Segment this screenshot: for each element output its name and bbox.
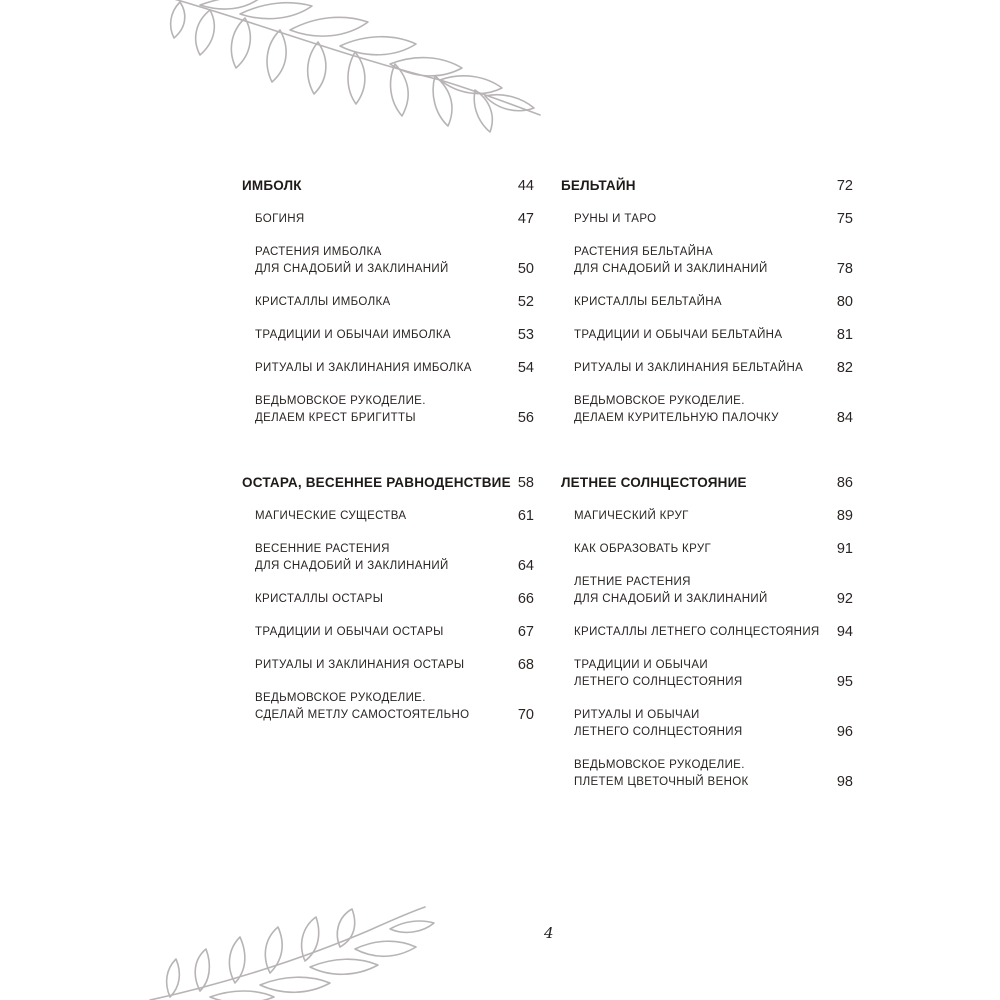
page-number-folio: 4 (544, 924, 554, 942)
entry-title-line: ВЕДЬМОВСКОЕ РУКОДЕЛИЕ. (574, 759, 745, 771)
toc-entry[interactable] (255, 211, 534, 228)
entry-title-line: ПЛЕТЕМ ЦВЕТОЧНЫЙ ВЕНОК (574, 776, 749, 788)
entry-title-line: ВЕДЬМОВСКОЕ РУКОДЕЛИЕ. (574, 395, 745, 407)
toc-entry[interactable] (574, 757, 853, 791)
entry-title-line: ЛЕТНЕГО СОЛНЦЕСТОЯНИЯ (574, 726, 743, 738)
toc-entry[interactable] (574, 707, 853, 741)
entry-title-line: ТРАДИЦИИ И ОБЫЧАИ (574, 659, 708, 671)
section-title[interactable]: ИМБОЛК (242, 178, 302, 193)
entry-page-number: 54 (517, 360, 534, 376)
toc-section-ostara (242, 475, 534, 740)
entry-title-line: РУНЫ И ТАРО (574, 213, 657, 225)
entry-title-line: РИТУАЛЫ И ЗАКЛИНАНИЯ ИМБОЛКА (255, 362, 472, 374)
entry-title-line: ДЛЯ СНАДОБИЙ И ЗАКЛИНАНИЙ (574, 593, 768, 605)
entry-page-number: 67 (517, 624, 534, 640)
toc-section-imbolk (242, 178, 534, 443)
toc-entry[interactable] (255, 690, 534, 724)
entry-title-line: ДЛЯ СНАДОБИЙ И ЗАКЛИНАНИЙ (255, 263, 449, 275)
leaf-branch-bottom-illustration (140, 905, 440, 1000)
section-page-number: 58 (517, 475, 534, 491)
toc-entry[interactable] (574, 360, 853, 377)
entry-title-line: КРИСТАЛЛЫ ЛЕТНЕГО СОЛНЦЕСТОЯНИЯ (574, 626, 820, 638)
entry-title-line: ТРАДИЦИИ И ОБЫЧАИ ОСТАРЫ (255, 626, 444, 638)
entry-title-line: ЛЕТНЕГО СОЛНЦЕСТОЯНИЯ (574, 676, 743, 688)
entry-page-number: 78 (836, 261, 853, 277)
entry-title-line: РАСТЕНИЯ БЕЛЬТАЙНА (574, 246, 714, 258)
toc-entry[interactable] (255, 541, 534, 575)
entry-title-line: ДЕЛАЕМ КРЕСТ БРИГИТТЫ (255, 412, 416, 424)
entry-title-line: ДЛЯ СНАДОБИЙ И ЗАКЛИНАНИЙ (574, 263, 768, 275)
entry-page-number: 53 (517, 327, 534, 343)
entry-page-number: 70 (517, 707, 534, 723)
toc-entry[interactable] (574, 244, 853, 278)
toc-section-summer-solstice (561, 475, 853, 807)
entry-page-number: 50 (517, 261, 534, 277)
toc-entry[interactable] (574, 574, 853, 608)
entry-page-number: 80 (836, 294, 853, 310)
entry-page-number: 96 (836, 724, 853, 740)
toc-entry[interactable] (255, 327, 534, 344)
entry-title-line: КРИСТАЛЛЫ ОСТАРЫ (255, 593, 384, 605)
entry-page-number: 52 (517, 294, 534, 310)
entry-page-number: 95 (836, 674, 853, 690)
entry-title-line: ТРАДИЦИИ И ОБЫЧАИ БЕЛЬТАЙНА (574, 329, 783, 341)
entry-title-line: ВЕДЬМОВСКОЕ РУКОДЕЛИЕ. (255, 395, 426, 407)
toc-entry[interactable] (574, 624, 853, 641)
entry-page-number: 94 (836, 624, 853, 640)
toc-entry[interactable] (255, 591, 534, 608)
entry-page-number: 98 (836, 774, 853, 790)
entry-page-number: 81 (836, 327, 853, 343)
entry-title-line: МАГИЧЕСКИЕ СУЩЕСТВА (255, 510, 407, 522)
toc-entry[interactable] (574, 327, 853, 344)
toc-entry[interactable] (255, 244, 534, 278)
section-page-number: 86 (836, 475, 853, 491)
toc-entry[interactable] (255, 657, 534, 674)
toc-entry[interactable] (255, 508, 534, 525)
toc-section-beltain (561, 178, 853, 443)
toc-entry[interactable] (574, 294, 853, 311)
toc-entry[interactable] (255, 360, 534, 377)
entry-page-number: 92 (836, 591, 853, 607)
section-page-number: 44 (517, 178, 534, 194)
toc-entry[interactable] (255, 294, 534, 311)
entry-page-number: 68 (517, 657, 534, 673)
entry-title-line: РАСТЕНИЯ ИМБОЛКА (255, 246, 382, 258)
section-heading (242, 475, 534, 492)
toc-entry[interactable] (574, 393, 853, 427)
section-heading (561, 178, 853, 195)
entry-title-line: СДЕЛАЙ МЕТЛУ САМОСТОЯТЕЛЬНО (255, 709, 470, 721)
entry-page-number: 64 (517, 558, 534, 574)
entry-page-number: 61 (517, 508, 534, 524)
entry-page-number: 91 (836, 541, 853, 557)
entry-title-line: РИТУАЛЫ И ОБЫЧАИ (574, 709, 700, 721)
entry-title-line: ВЕСЕННИЕ РАСТЕНИЯ (255, 543, 390, 555)
toc-entry[interactable] (574, 211, 853, 228)
entry-title-line: ТРАДИЦИИ И ОБЫЧАИ ИМБОЛКА (255, 329, 451, 341)
entry-title-line: ДЛЯ СНАДОБИЙ И ЗАКЛИНАНИЙ (255, 560, 449, 572)
entry-page-number: 56 (517, 410, 534, 426)
toc-entry[interactable] (255, 393, 534, 427)
section-title[interactable]: БЕЛЬТАЙН (561, 178, 636, 193)
entry-title-line: ДЕЛАЕМ КУРИТЕЛЬНУЮ ПАЛОЧКУ (574, 412, 779, 424)
entry-title-line: РИТУАЛЫ И ЗАКЛИНАНИЯ ОСТАРЫ (255, 659, 465, 671)
toc-entry[interactable] (574, 508, 853, 525)
entry-title-line: КРИСТАЛЛЫ ИМБОЛКА (255, 296, 391, 308)
entry-page-number: 47 (517, 211, 534, 227)
entry-page-number: 84 (836, 410, 853, 426)
entry-page-number: 89 (836, 508, 853, 524)
entry-title-line: РИТУАЛЫ И ЗАКЛИНАНИЯ БЕЛЬТАЙНА (574, 362, 804, 374)
entry-title-line: БОГИНЯ (255, 213, 305, 225)
section-page-number: 72 (836, 178, 853, 194)
entry-title-line: ВЕДЬМОВСКОЕ РУКОДЕЛИЕ. (255, 692, 426, 704)
section-title[interactable]: ОСТАРА, ВЕСЕННЕЕ РАВНОДЕНСТВИЕ (242, 475, 511, 490)
leaf-branch-top-illustration (140, 0, 550, 140)
entry-page-number: 82 (836, 360, 853, 376)
toc-entry[interactable] (574, 541, 853, 558)
toc-entry[interactable] (255, 624, 534, 641)
section-title[interactable]: ЛЕТНЕЕ СОЛНЦЕСТОЯНИЕ (561, 475, 747, 490)
section-heading (561, 475, 853, 492)
section-heading (242, 178, 534, 195)
entry-title-line: МАГИЧЕСКИЙ КРУГ (574, 510, 689, 522)
entry-page-number: 75 (836, 211, 853, 227)
entry-title-line: КАК ОБРАЗОВАТЬ КРУГ (574, 543, 712, 555)
entry-title-line: КРИСТАЛЛЫ БЕЛЬТАЙНА (574, 296, 722, 308)
entry-title-line: ЛЕТНИЕ РАСТЕНИЯ (574, 576, 691, 588)
toc-entry[interactable] (574, 657, 853, 691)
entry-page-number: 66 (517, 591, 534, 607)
